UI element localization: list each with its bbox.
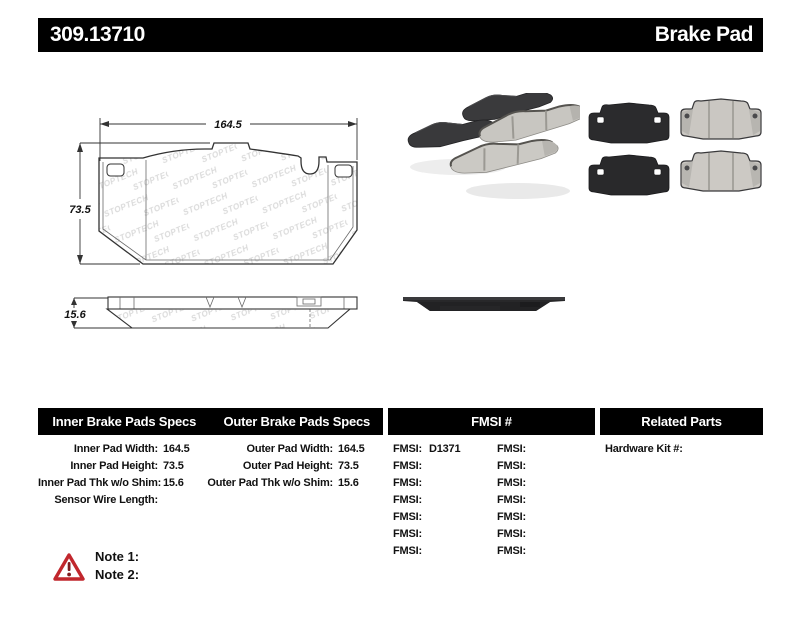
spec-value: 15.6	[163, 477, 184, 489]
fmsi-label: FMSI:	[393, 494, 422, 506]
inner-spec-row	[38, 492, 190, 509]
height-dim-label: 73.5	[69, 204, 91, 216]
ceramic-pad	[681, 151, 761, 191]
spec-label: Inner Pad Width:	[73, 443, 158, 455]
related-part-row	[605, 441, 688, 458]
fmsi-header-bar	[388, 408, 595, 435]
fmsi-row	[497, 526, 533, 543]
spec-label: Inner Pad Thk w/o Shim:	[38, 477, 162, 489]
fmsi-label: FMSI:	[393, 477, 422, 489]
specs-header-bar	[38, 408, 383, 435]
inner-specs-title: Inner Brake Pads Specs	[52, 414, 197, 429]
left-ear-hole	[107, 164, 124, 176]
pads-photo-grid	[583, 86, 767, 212]
product-title: Brake Pad	[654, 23, 753, 46]
fmsi-label: FMSI:	[497, 477, 526, 489]
spec-label: Inner Pad Height:	[70, 460, 158, 472]
width-dim-label: 164.5	[214, 119, 242, 131]
spec-label: Sensor Wire Length:	[54, 494, 158, 506]
pads-photo-angled	[398, 93, 580, 201]
fmsi-value: D1371	[428, 443, 461, 455]
fmsi-label: FMSI:	[393, 443, 422, 455]
spec-label: Outer Pad Width:	[246, 443, 333, 455]
header-bar	[38, 18, 763, 52]
fmsi-label: FMSI:	[393, 545, 422, 557]
pad-side-outline	[107, 297, 357, 328]
fmsi-row	[497, 543, 533, 560]
ceramic-pad	[681, 99, 761, 139]
fmsi-row	[393, 543, 460, 560]
outer-spec-row	[200, 475, 365, 492]
fmsi-label: FMSI:	[393, 528, 422, 540]
inner-spec-row	[38, 458, 190, 475]
side-view-drawing	[60, 290, 370, 335]
outer-spec-row	[200, 441, 365, 458]
inner-spec-row	[38, 441, 190, 458]
fmsi-row	[393, 475, 460, 492]
fmsi-row	[393, 441, 460, 458]
fmsi-row	[497, 475, 533, 492]
spec-value: 73.5	[163, 460, 184, 472]
spec-value: 164.5	[338, 443, 365, 455]
black-pad	[589, 103, 669, 143]
related-parts-header-bar	[600, 408, 763, 435]
spec-label: Outer Pad Height:	[242, 460, 333, 472]
fmsi-row	[497, 458, 533, 475]
front-view-drawing	[60, 105, 372, 277]
note-1: Note 1:	[95, 549, 140, 564]
spec-value: 15.6	[338, 477, 359, 489]
related-part-label: Hardware Kit #:	[605, 443, 683, 455]
inner-spec-row	[38, 475, 190, 492]
fmsi-column-2	[497, 441, 533, 560]
fmsi-row	[497, 441, 533, 458]
outer-specs-column	[200, 441, 365, 492]
fmsi-row	[393, 526, 460, 543]
warning-triangle-icon	[53, 552, 85, 582]
spec-value: 164.5	[163, 443, 190, 455]
related-parts-column	[605, 441, 688, 458]
fmsi-label: FMSI:	[393, 511, 422, 523]
fmsi-label: FMSI:	[497, 494, 526, 506]
fmsi-row	[393, 509, 460, 526]
fmsi-row	[393, 458, 460, 475]
right-ear-hole	[335, 165, 352, 177]
note-2: Note 2:	[95, 567, 140, 582]
fmsi-label: FMSI:	[497, 511, 526, 523]
fmsi-label: FMSI:	[393, 460, 422, 472]
fmsi-label: FMSI:	[497, 443, 526, 455]
part-number: 309.13710	[50, 23, 145, 46]
outer-specs-title: Outer Brake Pads Specs	[223, 414, 371, 429]
fmsi-label: FMSI:	[497, 528, 526, 540]
inner-specs-column	[38, 441, 190, 509]
fmsi-label: FMSI:	[497, 545, 526, 557]
fmsi-title: FMSI #	[471, 414, 512, 429]
pad-side-photo	[400, 290, 570, 316]
outer-spec-row	[200, 458, 365, 475]
related-parts-title: Related Parts	[641, 414, 722, 429]
fmsi-row	[497, 509, 533, 526]
black-pad	[589, 155, 669, 195]
pad-front-outline	[99, 143, 357, 264]
fmsi-column-1	[393, 441, 460, 560]
spec-value: 73.5	[338, 460, 359, 472]
fmsi-row	[497, 492, 533, 509]
spec-label: Outer Pad Thk w/o Shim:	[207, 477, 333, 489]
fmsi-row	[393, 492, 460, 509]
fmsi-label: FMSI:	[497, 460, 526, 472]
thickness-dim-label: 15.6	[64, 309, 86, 321]
